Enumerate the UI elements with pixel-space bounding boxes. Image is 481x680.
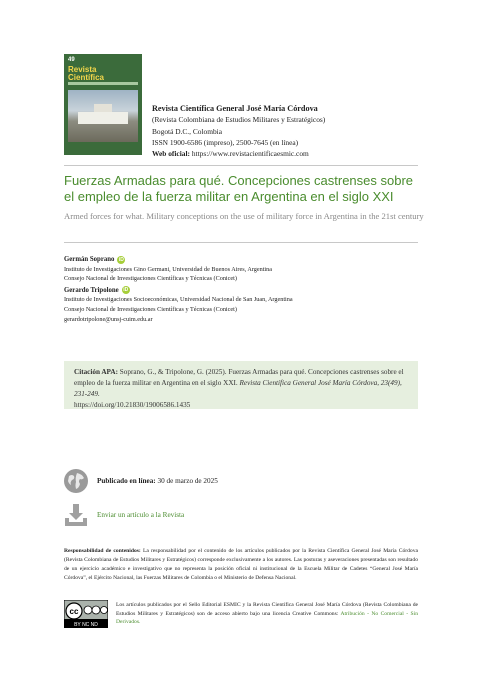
published-label: Publicado en línea: — [97, 477, 156, 485]
cover-building — [78, 112, 128, 124]
orcid-icon[interactable]: iD — [118, 256, 124, 263]
author-name: Gerardo Tripolone — [64, 286, 119, 294]
responsibility-note — [64, 547, 418, 583]
orcid-icon[interactable]: iD — [123, 287, 129, 294]
submit-article-link[interactable]: Enviar un artículo a la Revista — [97, 511, 185, 519]
author-1 — [64, 255, 293, 265]
cover-issue-number: 49 — [68, 57, 75, 63]
divider — [64, 242, 418, 243]
license-note — [116, 601, 418, 627]
cc-badge-terms: BY NC ND — [74, 622, 98, 628]
article-title: Fuerzas Armadas para qué. Concepciones castrenses sobre el empleo de la fuerza militar en Argentina en el siglo XXI — [64, 173, 414, 204]
cover-stripe — [68, 82, 138, 85]
responsibility-label: Responsabilidad de contenidos: — [64, 548, 141, 554]
license-text: Los artículos publicados por el Sello Editorial ESMIC y la Revista Científica General José María Córdova (Revista Colombiana de Estudios Militares y Estratégicos) son de acceso abierto bajo una licencia Creative Commons: — [116, 602, 418, 617]
responsibility-text: La responsabilidad por el contenido de los artículos publicados por la Revista Científica General José María Córdova (Revista Colombiana de Estudios Militares y Estratégicos) corresponde exclusivamente a los autores. Las posturas y aseveraciones presentadas son resultado de un ejercicio académico e investigativo que no representa la posición oficial ni institucional de la Escuela Militar de Cadetes “General José María Córdova”, el Ejército Nacional, las Fuerzas Militares de Colombia o el Ministerio de Defensa Nacional. — [64, 548, 418, 581]
globe-icon — [63, 468, 89, 494]
creative-commons-license-icon[interactable] — [64, 600, 108, 628]
journal-web — [152, 148, 325, 159]
web-url-link[interactable]: https://www.revistacientificaesmic.com — [191, 149, 309, 159]
author-affiliation: Instituto de Investigaciones Gino Germani, Universidad de Buenos Aires, Argentina — [64, 265, 272, 273]
citation-box — [64, 361, 418, 409]
published-date — [97, 477, 218, 485]
citation-label: Citación APA: — [74, 368, 118, 376]
article-title-english: Armed forces for what. Military conceptions on the use of military force in Argentina in the 21st century — [64, 211, 424, 221]
published-value: 30 de marzo de 2025 — [157, 477, 218, 485]
journal-title: Revista Científica General José María Córdova — [152, 104, 318, 113]
journal-location: Bogotá D.C., Colombia — [152, 126, 223, 136]
download-icon[interactable] — [64, 503, 88, 527]
web-label: Web oficial: — [152, 149, 190, 159]
journal-info — [152, 103, 325, 159]
author-name: Germán Soprano — [64, 256, 115, 263]
cover-title: Revista Científica — [68, 65, 105, 82]
author-affiliation: Consejo Nacional de Investigaciones Científicas y Técnicas (Conicet) — [64, 275, 237, 283]
citation-doi-link[interactable]: https://doi.org/10.21830/19006586.1435 — [74, 401, 191, 409]
divider — [64, 165, 418, 166]
authors-block — [64, 255, 293, 324]
author-email[interactable]: gerardotripolone@unsj-cuim.edu.ar — [64, 315, 153, 323]
citation-journal: Revista Científica General José María Córdova, 23 — [239, 379, 388, 387]
author-2 — [64, 286, 293, 296]
journal-issn: ISSN 1900-6586 (impreso), 2500-7645 (en línea) — [152, 137, 299, 147]
citation-issue-pages: (49), 231-249. — [74, 379, 402, 398]
citation-text: Soprano, G., & Tripolone, G. (2025). Fuerzas Armadas para qué. Concepciones castrenses sobre el empleo de la fuerza militar en Argentina en el siglo XXI. — [74, 368, 404, 387]
license-link[interactable]: Atribución - No Comercial - Sin Derivados. — [116, 610, 418, 626]
journal-cover-image — [64, 54, 142, 155]
author-affiliation: Consejo Nacional de Investigaciones Científicas y Técnicas (Conicet) — [64, 305, 237, 313]
author-affiliation: Instituto de Investigaciones Socioeconómicas, Universidad Nacional de San Juan, Argentina — [64, 296, 293, 304]
cc-badge-label: cc — [69, 607, 79, 616]
journal-subtitle: (Revista Colombiana de Estudios Militares y Estratégicos) — [152, 115, 326, 125]
